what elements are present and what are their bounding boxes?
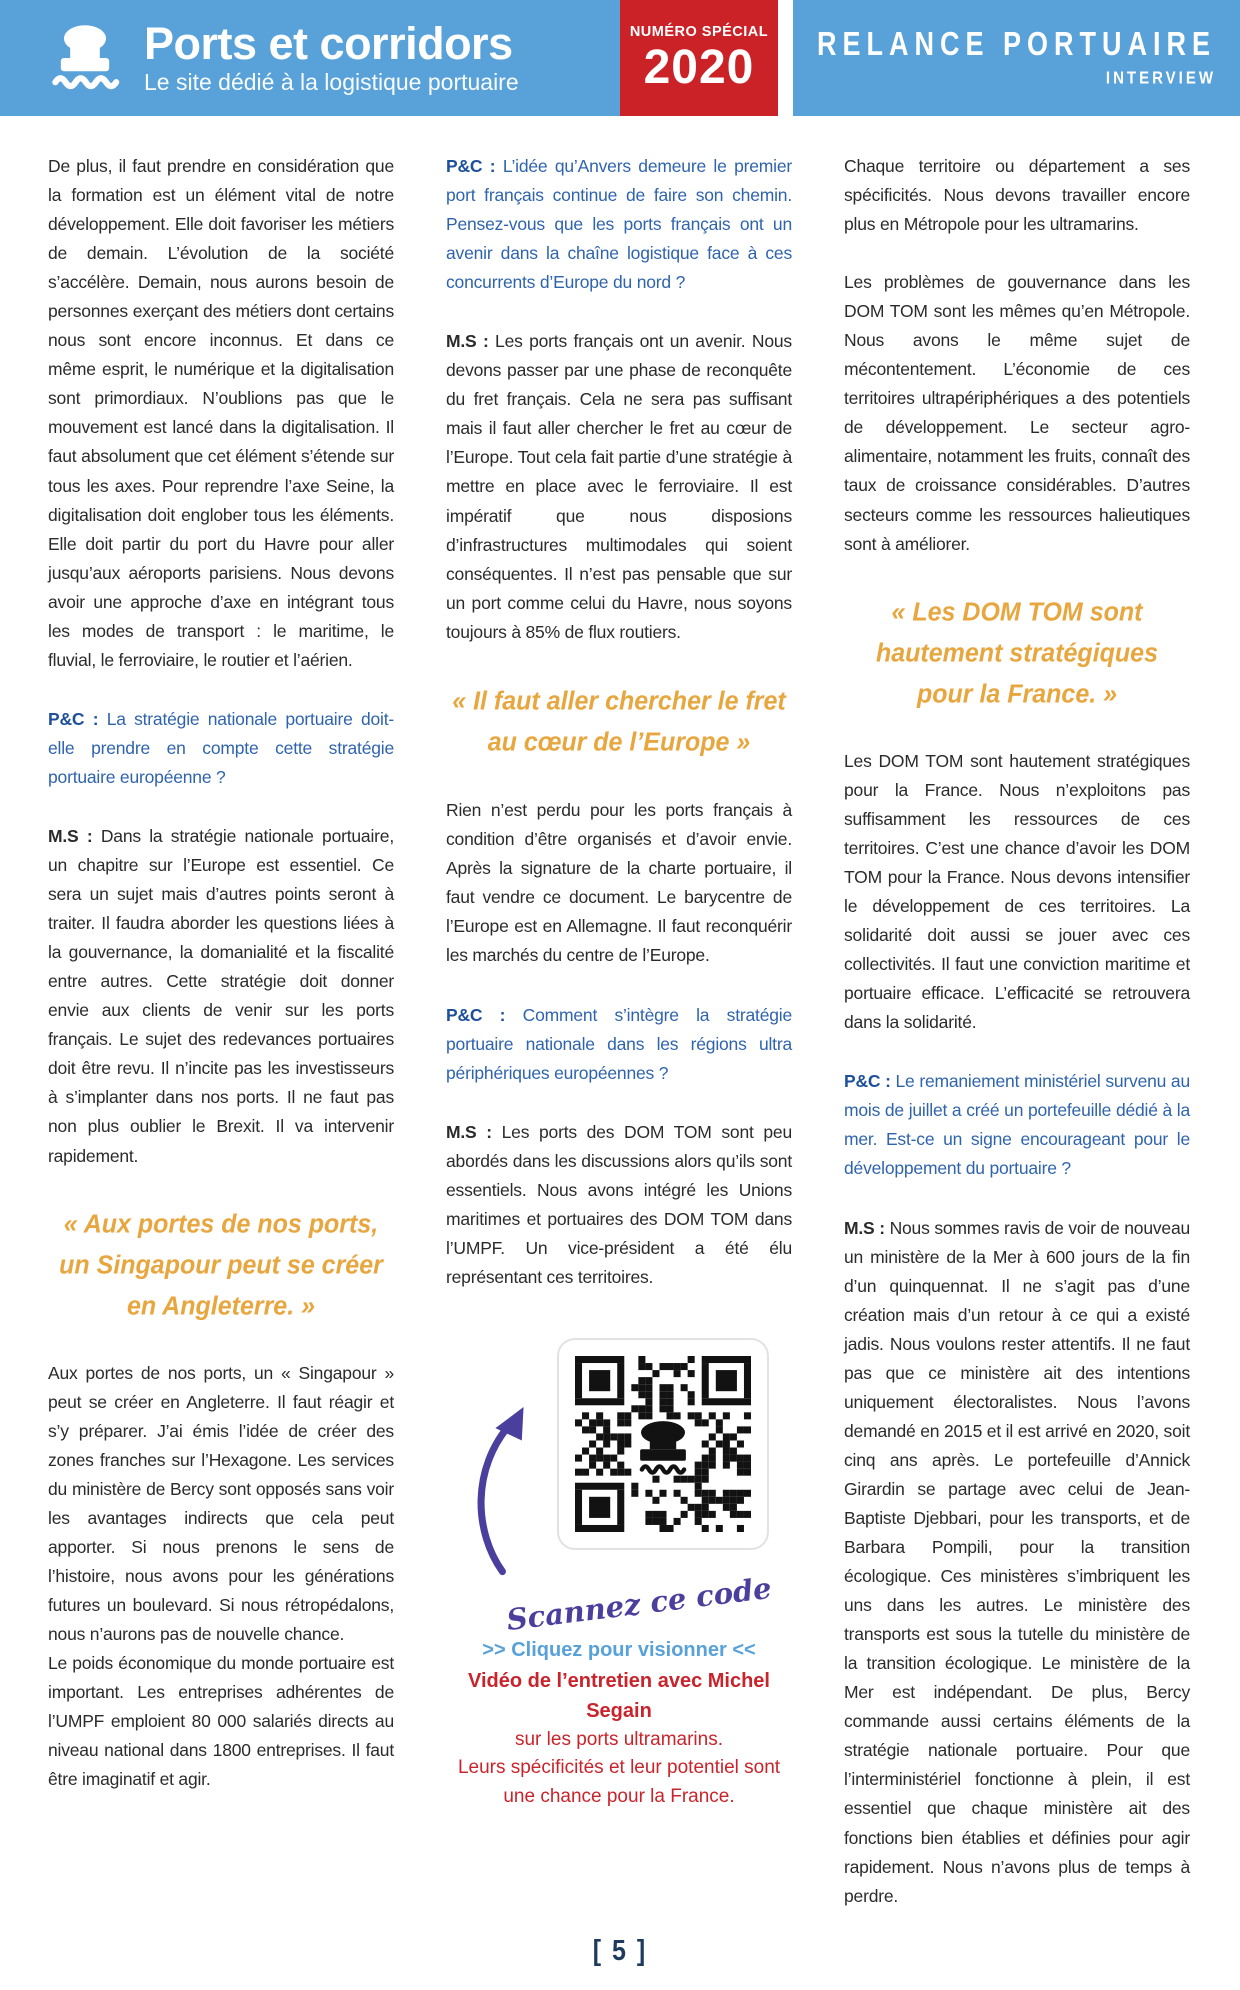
body-paragraph: Aux portes de nos ports, un « Singapour » peut se créer en Angleterre. Il faut réagir et s’y préparer. J’ai émis l’idée de créer des zones franches sur l’Hexagone. Les services du ministère de Bercy sont opposés sans voir les avantages indirects que cela peut apporter. Si nous prenons le sens de l’histoire, nous avons pour les générations futures un boulevard. Si nous rétropédalons, nous n’aurons pas de nouvelle chance. — [48, 1362, 394, 1645]
question-text: La stratégie nationale portuaire doit-elle prendre en compte cette stratégie portuaire européenne ? — [48, 708, 394, 787]
interview-answer — [844, 1214, 1190, 1911]
issue-year: 2020 — [643, 41, 755, 94]
wave-icon — [55, 78, 116, 86]
brand-text — [144, 17, 519, 96]
body-paragraph: Les problèmes de gouvernance dans les DOM TOM sont les mêmes qu’en Métropole. Nous avons le même sujet de mécontentement. L’économie de ces territoires ultrapériphériques a des potentiels de développement. Le secteur agro-alimentaire, notamment les fruits, connaît des taux de croissance considérables. D’autres secteurs comme les ressources halieutiques sont à améliorer. — [844, 272, 1190, 554]
column-3 — [844, 152, 1190, 1911]
body-paragraph: Rien n’est perdu pour les ports français à condition d’être organisés et d’avoir envie. Après la signature de la charte portuaire, il faut vendre ce document. Le barycentre de l’Europe est en Allemagne. Il faut reconquérir les marchés du centre de l’Europe. — [446, 800, 792, 966]
qr-logo-bollard-icon — [640, 1421, 686, 1472]
video-caption-line: Leurs spécificités et leur potentiel sont une chance pour la France. — [457, 1757, 781, 1807]
qr-code[interactable] — [557, 1338, 769, 1550]
question-prefix: P&C : — [844, 1071, 891, 1092]
pull-quote: « Aux portes de nos ports, un Singapour peut se créer en Angleterre. » — [59, 1208, 383, 1320]
body-paragraph: De plus, il faut prendre en considération que la formation est un élément vital de notre développement. Elle doit favoriser les métiers de demain. L’évolution de la société s’accélère. Demain, nous aurons besoin de personnes exerçant des métiers dont certains nous sont encore inconnus. Et dans ce même esprit, le numérique et la digitalisation sont primordiaux. N’oublions pas que le mouvement est lancé dans la digitalisation. Il faut absolument que cet élément s’étende sur tous les axes. Pour reprendre l’axe Seine, la digitalisation doit englober tous les éléments. Elle doit partir du port du Havre pour aller jusqu’aux aéroports parisiens. Nous devons avoir une approche d’axe en intégrant tous les modes de transport : le maritime, le fluvial, le ferroviaire, le routier et l’aérien. — [48, 156, 394, 670]
body-paragraph: Les DOM TOM sont hautement stratégiques pour la France. Nous n’exploitons pas suffisamment les ressources de ces territoires. C’est une chance d’avoir les DOM TOM pour la France. Nous devons intensifier le développement de ces territoires. La solidarité doit aussi se jouer avec ces collectivités. Il faut une conviction maritime et portuaire efficace. L’efficacité se retrouvera dans la solidarité. — [844, 750, 1190, 1033]
page-footer — [0, 1911, 1240, 1990]
answer-prefix: M.S : — [446, 331, 489, 352]
video-caption-title: Vidéo de l’entretien avec Michel Segain — [468, 1669, 770, 1722]
page-number: [ 5 ] — [592, 1934, 648, 1967]
masthead — [0, 0, 1240, 116]
section-title: RELANCE PORTUAIRE — [816, 25, 1216, 63]
qr-section — [446, 1338, 792, 1581]
answer-text: Les ports français ont un avenir. Nous devons passer par une phase de reconquête du fret français. Cela ne sera pas suffisant mais il faut aller chercher le fret au cœur de l’Europe. Tout cela fait partie d’une stratégie à mettre en place avec le ferroviaire. Il est impératif que nous disposions d’infrastructures multimodales qui soient conséquentes. Il n’est pas pensable que sur un port comme celui du Havre, nous soyons toujours à 85% de flux routiers. — [446, 331, 792, 642]
question-prefix: P&C : — [446, 1004, 506, 1025]
article-body — [0, 116, 1240, 1911]
section-subtitle: INTERVIEW — [1105, 68, 1216, 89]
interview-question — [446, 152, 792, 297]
interview-answer — [446, 1118, 792, 1292]
question-text: Comment s’intègre la stratégie portuaire nationale dans les régions ultra périphériques européennes ? — [446, 1004, 792, 1083]
answer-prefix: M.S : — [446, 1121, 492, 1142]
curved-arrow-icon — [469, 1338, 557, 1581]
brand-header — [0, 0, 620, 116]
video-caption — [446, 1666, 792, 1812]
video-caption-line: sur les ports ultramarins. — [514, 1728, 723, 1750]
section-banner — [793, 0, 1240, 116]
issue-label: NUMÉRO SPÉCIAL — [629, 24, 769, 40]
answer-prefix: M.S : — [844, 1217, 885, 1238]
interview-answer — [446, 327, 792, 647]
question-text: Le remaniement ministériel survenu au mois de juillet a créé un portefeuille dédié à la mer. Est-ce un signe encourageant pour le développement du portuaire ? — [844, 1071, 1190, 1179]
interview-question — [446, 1001, 792, 1088]
answer-text: Dans la stratégie nationale portuaire, un chapitre sur l’Europe est essentiel. Ce sera un sujet mais d’autres points seront à traiter. Il faudra aborder les questions liées à la gouvernance, la domanialité et la fiscalité entre autres. Cette stratégie doit donner envie aux clients de venir sur les ports français. Le sujet des redevances portuaires doit être revu. Il n’incite pas les investisseurs à s’implanter dans nos ports. Il ne faut pas non plus oublier le Brexit. Il va intervenir rapidement. — [48, 825, 394, 1166]
interview-answer — [48, 822, 394, 1171]
masthead-divider — [778, 0, 793, 116]
issue-badge — [620, 0, 778, 116]
answer-text: Les ports des DOM TOM sont peu abordés dans les discussions alors qu’ils sont essentiels. Nous avons intégré les Unions maritimes et portuaires des DOM TOM dans l’UMPF. Un vice-président a été élu représentant ces territoires. — [446, 1121, 792, 1287]
body-paragraph: Le poids économique du monde portuaire est important. Les entreprises adhérentes de l’UMPF emploient 80 000 salariés directs au niveau national dans 1800 entreprises. Il faut être imaginatif et agir. — [48, 1653, 394, 1790]
pull-quote: « Il faut aller chercher le fret au cœur de l’Europe » — [452, 686, 786, 757]
answer-text: Nous sommes ravis de voir de nouveau un ministère de la Mer à 600 jours de la fin d’un quinquennat. Il ne s’agit pas d’une création mais d’un retour à ce qui a existé jadis. Nous voulons rester attentifs. Il ne faut pas que ce ministère ait des intentions uniquement électoralistes. Nous l’avons demandé en 2015 et il est arrivé en 2020, soit cinq ans après. Le portefeuille d’Annick Girardin se partage avec celui de Jean-Baptiste Djebbari, pour les transports, et de Barbara Pompili, pour la transition écologique. Ces ministères s’imbriquent les uns dans les autres. Le ministère des transports est sous la tutelle du ministère de la transition écologique. Le ministère de la Mer est indépendant. De plus, Bercy commande aussi certains éléments de la stratégie nationale portuaire. Pour que l’interministériel fonctionne à plein, il est essentiel que chaque ministère ait des fonctions bien établies et définies pour agir rapidement. Nous n’avons plus de temps à perdre. — [844, 1217, 1191, 1906]
column-1 — [48, 152, 394, 1911]
scan-caption: Scannez ce code — [504, 1570, 774, 1638]
answer-prefix: M.S : — [48, 825, 93, 846]
interview-question — [844, 1067, 1190, 1183]
question-text: L’idée qu’Anvers demeure le premier port français continue de faire son chemin. Pensez-vous que les ports français ont un avenir dans la chaîne logistique face à ces concurrents d’Europe du nord ? — [446, 156, 792, 293]
column-2 — [446, 152, 792, 1911]
bollard-logo-icon — [46, 16, 124, 100]
page-title: Ports et corridors — [144, 17, 513, 69]
watch-video-link[interactable]: >> Cliquez pour visionner << — [482, 1638, 756, 1661]
question-prefix: P&C : — [446, 156, 496, 176]
brand-tagline: Le site dédié à la logistique portuaire — [144, 69, 519, 96]
question-prefix: P&C : — [48, 708, 99, 729]
pull-quote: « Les DOM TOM sont hautement stratégiques pour la France. » — [875, 596, 1158, 708]
interview-question — [48, 705, 394, 792]
body-paragraph: Chaque territoire ou département a ses spécificités. Nous devons travailler encore plus en Métropole pour les ultramarins. — [844, 156, 1190, 235]
